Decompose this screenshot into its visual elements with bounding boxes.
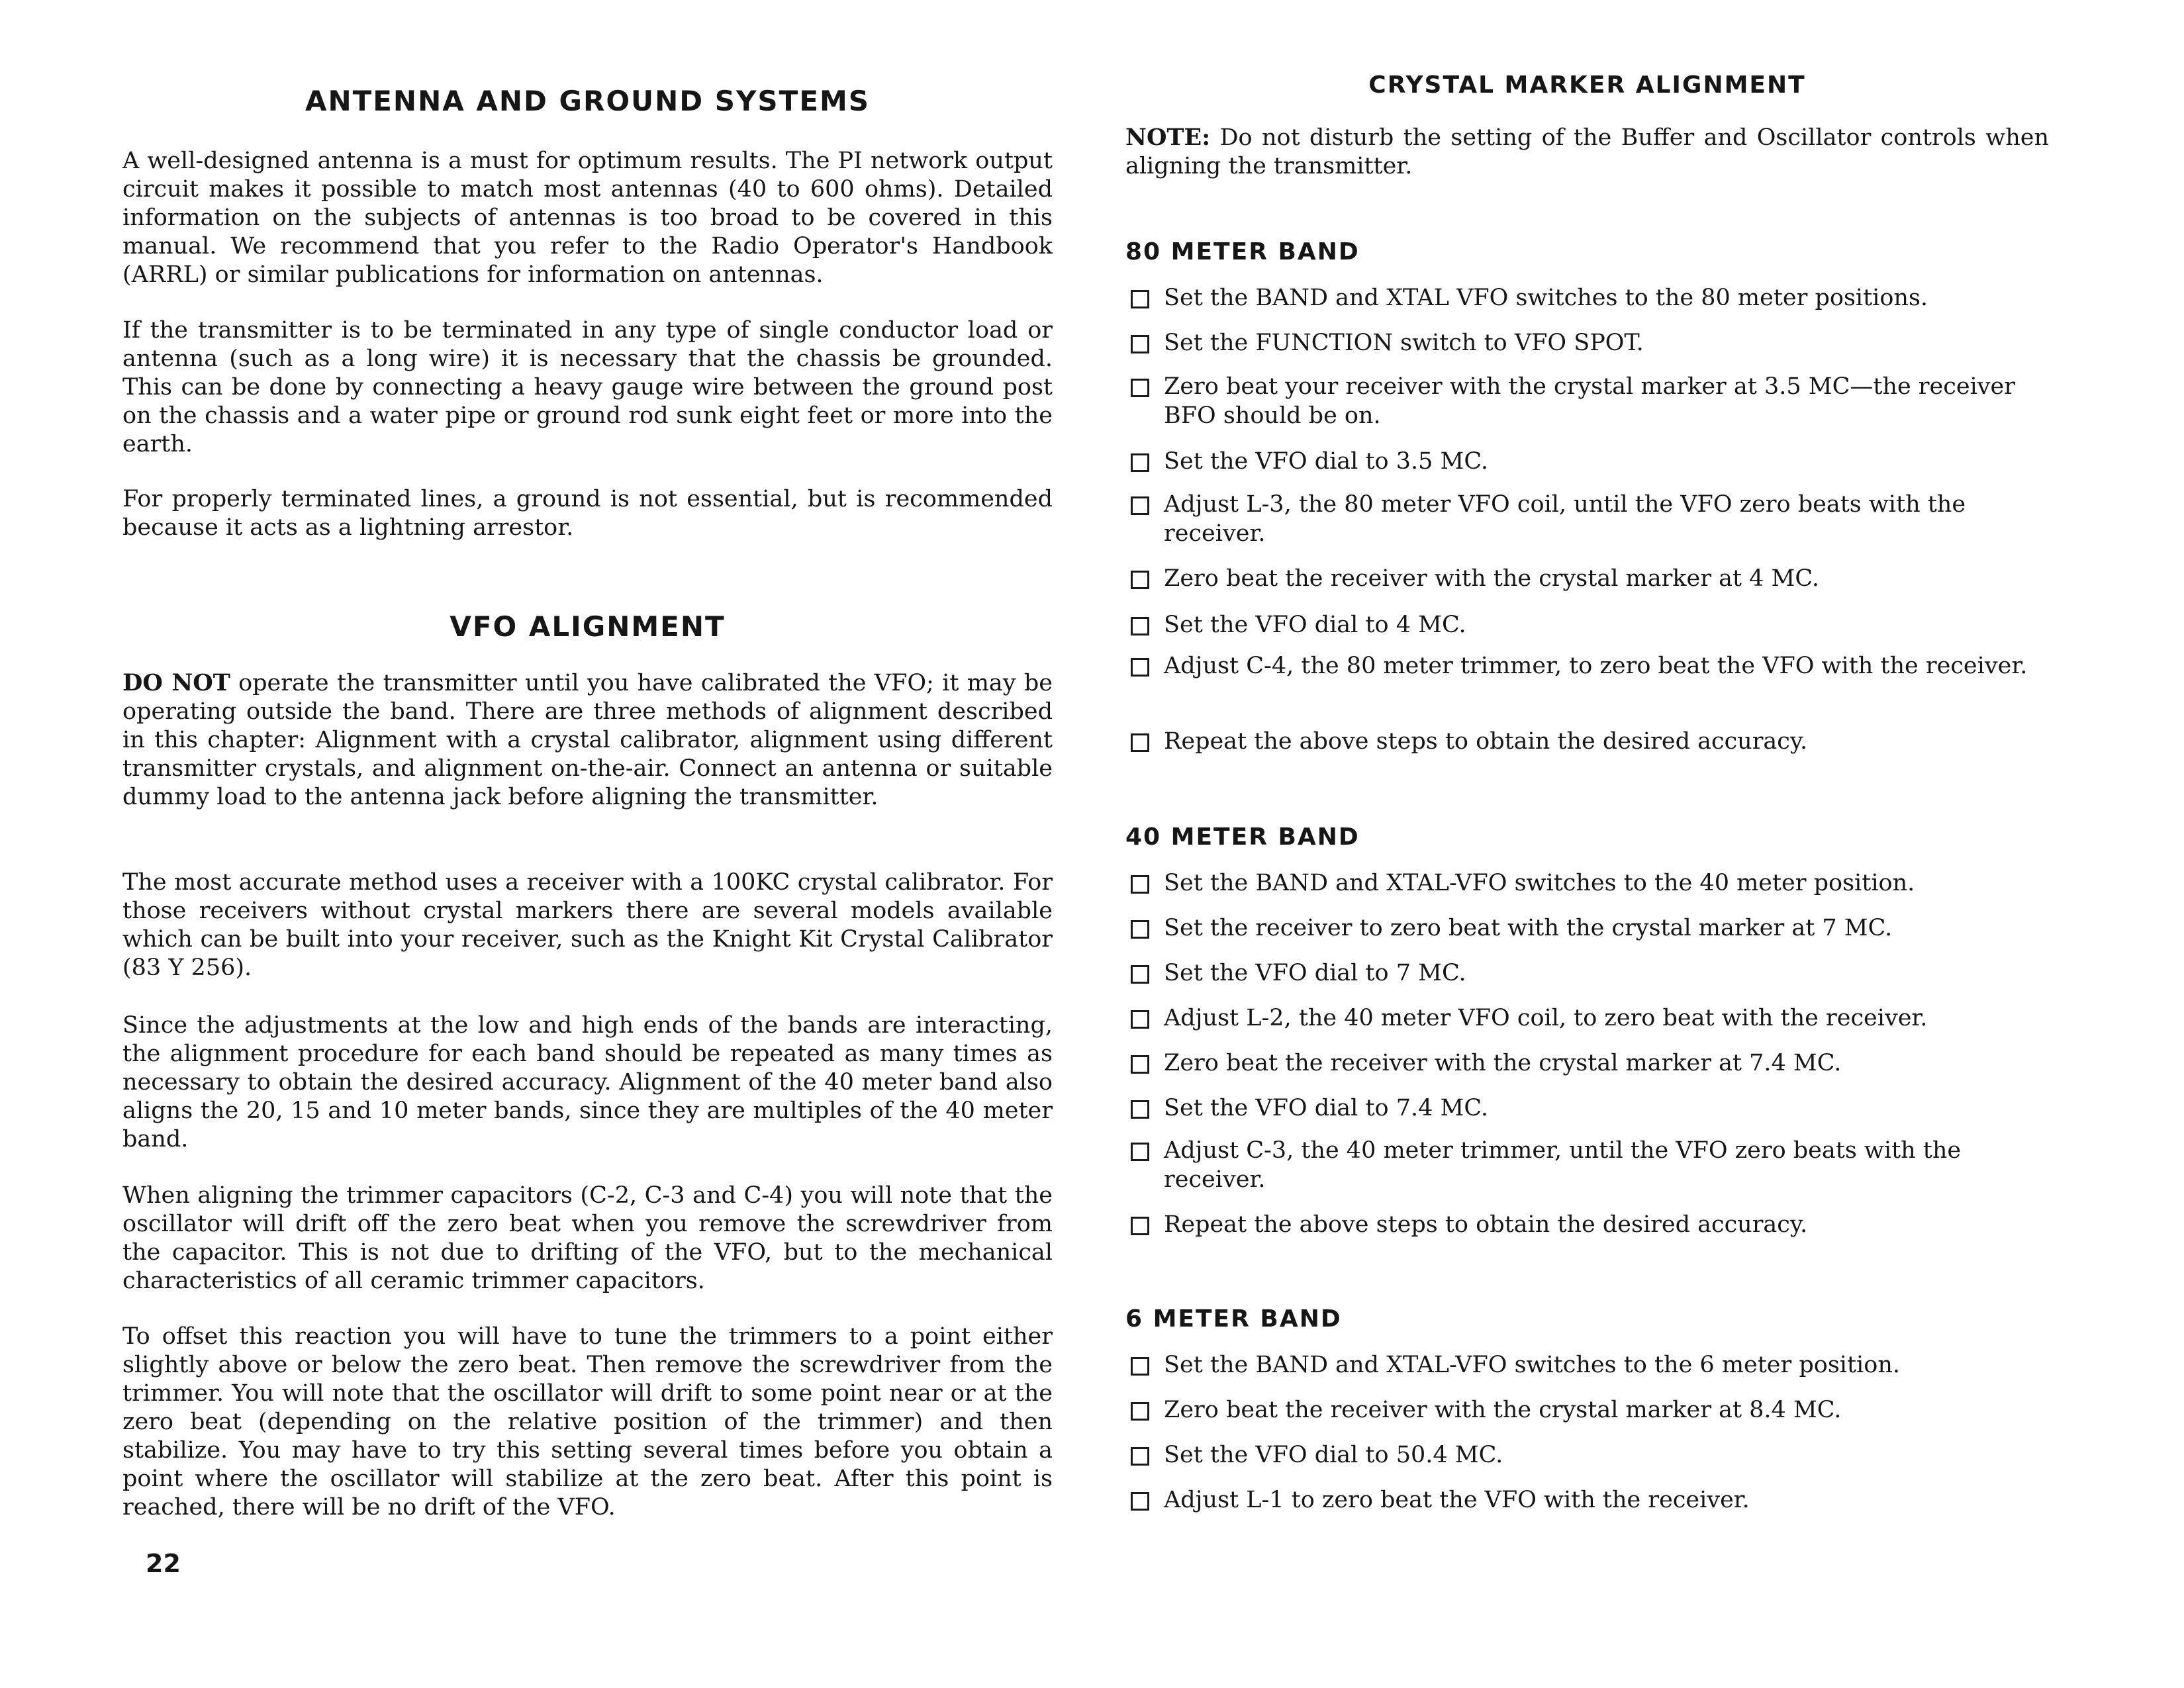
vfo-intro-paragraph: [122, 669, 1053, 812]
step-text: Zero beat the receiver with the crystal marker at 7.4 MC.: [1164, 1050, 1842, 1076]
vfo-section-title: VFO ALIGNMENT: [450, 610, 726, 643]
step-text: Adjust L-3, the 80 meter VFO coil, until the VFO zero beats with the receiver.: [1164, 491, 1966, 547]
checkbox[interactable]: [1131, 875, 1149, 894]
band-80-step-8[interactable]: [1125, 651, 2049, 680]
crystal-marker-title: CRYSTAL MARKER ALIGNMENT: [1368, 71, 1806, 99]
checkbox[interactable]: [1131, 1402, 1149, 1421]
band-80-step-6[interactable]: [1125, 564, 2049, 593]
band-40-title: 40 METER BAND: [1125, 823, 1360, 851]
checkbox[interactable]: [1131, 617, 1149, 635]
step-text: Zero beat the receiver with the crystal marker at 8.4 MC.: [1164, 1397, 1842, 1423]
step-text: Set the VFO dial to 3.5 MC.: [1164, 448, 1489, 475]
checkbox[interactable]: [1131, 1143, 1149, 1161]
step-text: Zero beat the receiver with the crystal marker at 4 MC.: [1164, 565, 1820, 592]
band-6-step-4[interactable]: [1125, 1485, 2049, 1515]
band-40-step-8[interactable]: [1125, 1210, 2049, 1239]
step-text: Set the FUNCTION switch to VFO SPOT.: [1164, 330, 1644, 356]
checkbox[interactable]: [1131, 965, 1149, 984]
antenna-section-title: ANTENNA AND GROUND SYSTEMS: [305, 85, 871, 117]
checkbox[interactable]: [1131, 571, 1149, 589]
ground-paragraph: If the transmitter is to be terminated in any type of single conductor load or antenna (such as a long wire) it is necessary that the chassis be grounded. This can be done by connecting a heavy gauge wire between the ground post on the chassis and a water pipe or ground rod sunk eight feet or more into the earth.: [122, 317, 1053, 457]
step-text: Adjust L-1 to zero beat the VFO with the receiver.: [1164, 1487, 1750, 1513]
band-40-step-5[interactable]: [1125, 1049, 2049, 1078]
band-40-step-4[interactable]: [1125, 1004, 2049, 1033]
checkbox[interactable]: [1131, 290, 1149, 308]
note-paragraph: [1125, 123, 2049, 181]
band-40-step-3[interactable]: [1125, 959, 2049, 988]
checkbox[interactable]: [1131, 1010, 1149, 1029]
step-text: Repeat the above steps to obtain the desired accuracy.: [1164, 728, 1808, 755]
checkbox[interactable]: [1131, 658, 1149, 677]
note-lead: NOTE:: [1125, 124, 1211, 151]
step-text: Adjust L-2, the 40 meter VFO coil, to zero beat with the receiver.: [1164, 1005, 1928, 1031]
band-40-step-7[interactable]: [1125, 1136, 2049, 1194]
termination-paragraph: For properly terminated lines, a ground is not essential, but is recommended because it acts as a lightning arrestor.: [122, 486, 1053, 541]
vfo-paragraph-accurate-method: The most accurate method uses a receiver with a 100KC crystal calibrator. For those receivers without crystal markers there are several models available which can be built into your receiver, such as the Knight Kit Crystal Calibrator (83 Y 256).: [122, 869, 1053, 981]
vfo-paragraph-interacting: Since the adjustments at the low and high ends of the bands are interacting, the alignment procedure for each band should be repeated as many times as necessary to obtain the desired accuracy. Alignment of the 40 meter band also aligns the 20, 15 and 10 meter bands, since they are multiples of the 40 meter band.: [122, 1012, 1053, 1152]
step-text: Set the VFO dial to 4 MC.: [1164, 612, 1466, 638]
band-80-step-2[interactable]: [1125, 328, 2049, 357]
step-text: Set the VFO dial to 50.4 MC.: [1164, 1442, 1503, 1468]
band-80-step-4[interactable]: [1125, 447, 2049, 476]
vfo-paragraph-trimmers: When aligning the trimmer capacitors (C-2, C-3 and C-4) you will note that the oscillator will drift off the zero beat when you remove the screwdriver from the capacitor. This is not due to drifting of the VFO, but to the mechanical characteristics of all ceramic trimmer capacitors.: [122, 1182, 1053, 1294]
antenna-paragraph: A well-designed antenna is a must for optimum results. The PI network output circuit makes it possible to match most antennas (40 to 600 ohms). Detailed information on the subjects of antennas is too broad to be covered in this manual. We recommend that you refer to the Radio Operator's Handbook (ARRL) or similar publications for information on antennas.: [122, 148, 1053, 288]
checkbox[interactable]: [1131, 1447, 1149, 1466]
band-40-step-6[interactable]: [1125, 1094, 2049, 1123]
band-80-step-5[interactable]: [1125, 490, 2049, 548]
checkbox[interactable]: [1131, 1357, 1149, 1376]
vfo-paragraph-offset: To offset this reaction you will have to tune the trimmers to a point either slightly above or below the zero beat. Then remove the screwdriver from the trimmer. You will note that the oscillator will drift to some point near or at the zero beat (depending on the relative position of the trimmer) and then stabilize. You may have to try this setting several times before you obtain a point where the oscillator will stabilize at the zero beat. After this point is reached, there will be no drift of the VFO.: [122, 1323, 1053, 1521]
checkbox[interactable]: [1131, 335, 1149, 353]
step-text: Adjust C-4, the 80 meter trimmer, to zero beat the VFO with the receiver.: [1164, 653, 2028, 679]
band-80-step-7[interactable]: [1125, 610, 2049, 639]
checkbox[interactable]: [1131, 1492, 1149, 1511]
band-40-step-1[interactable]: [1125, 868, 2049, 898]
page-number: 22: [146, 1549, 181, 1578]
band-6-step-1[interactable]: [1125, 1350, 2049, 1380]
note-text: Do not disturb the setting of the Buffer and Oscillator controls when aligning the transmitter.: [1125, 124, 2049, 179]
checkbox[interactable]: [1131, 496, 1149, 515]
checkbox[interactable]: [1131, 379, 1149, 397]
checkbox[interactable]: [1131, 1055, 1149, 1074]
band-80-title: 80 METER BAND: [1125, 238, 1360, 265]
step-text: Set the BAND and XTAL VFO switches to the 80 meter positions.: [1164, 285, 1928, 311]
step-text: Zero beat your receiver with the crystal marker at 3.5 MC—the receiver BFO should be on.: [1164, 373, 2015, 429]
checkbox[interactable]: [1131, 1217, 1149, 1235]
step-text: Set the BAND and XTAL-VFO switches to the 6 meter position.: [1164, 1352, 1900, 1378]
step-text: Set the receiver to zero beat with the crystal marker at 7 MC.: [1164, 915, 1893, 941]
band-6-title: 6 METER BAND: [1125, 1305, 1342, 1333]
band-80-step-1[interactable]: [1125, 283, 2049, 312]
checkbox[interactable]: [1131, 453, 1149, 472]
checkbox[interactable]: [1131, 733, 1149, 752]
band-40-step-2[interactable]: [1125, 914, 2049, 943]
step-text: Set the VFO dial to 7.4 MC.: [1164, 1095, 1489, 1121]
checkbox[interactable]: [1131, 920, 1149, 939]
vfo-intro-text: operate the transmitter until you have calibrated the VFO; it may be operating outside the band. There are three methods of alignment described in this chapter: Alignment with a crystal calibrator, alignment using different transmitter crystals, and alignment on-the-air. Connect an antenna or suitable dummy load to the antenna jack before aligning the transmitter.: [122, 670, 1053, 810]
band-6-step-2[interactable]: [1125, 1395, 2049, 1425]
step-text: Set the BAND and XTAL-VFO switches to the 40 meter position.: [1164, 870, 1915, 896]
step-text: Set the VFO dial to 7 MC.: [1164, 960, 1466, 986]
step-text: Adjust C-3, the 40 meter trimmer, until the VFO zero beats with the receiver.: [1164, 1137, 1962, 1193]
band-80-step-3[interactable]: [1125, 372, 2049, 430]
do-not-lead: DO NOT: [122, 669, 230, 696]
step-text: Repeat the above steps to obtain the desired accuracy.: [1164, 1211, 1808, 1238]
band-80-step-9[interactable]: [1125, 727, 2049, 756]
band-6-step-3[interactable]: [1125, 1440, 2049, 1470]
checkbox[interactable]: [1131, 1100, 1149, 1119]
